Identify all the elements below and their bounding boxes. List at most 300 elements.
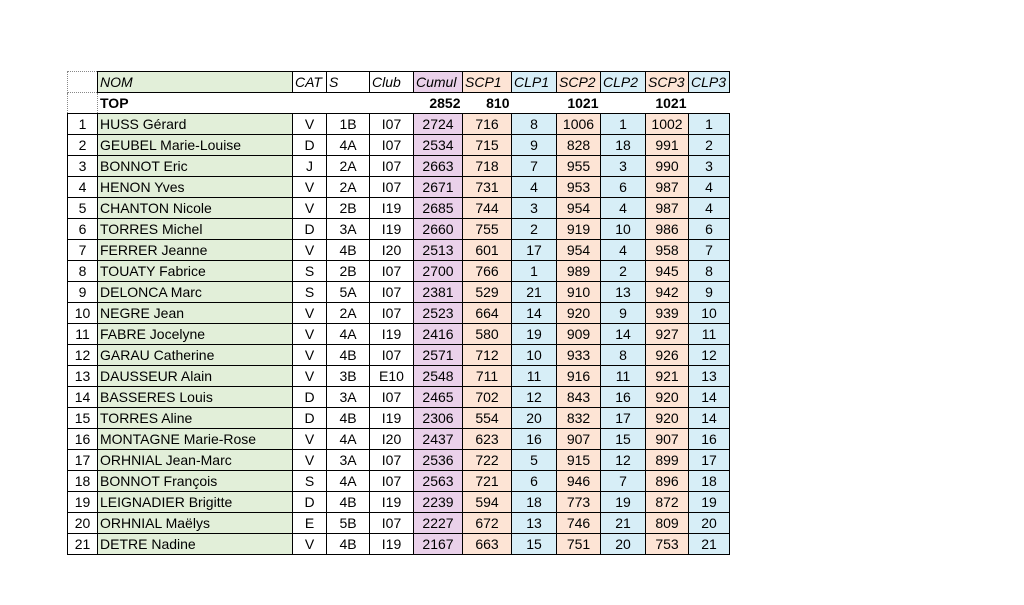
club-cell: I07 xyxy=(370,135,414,156)
scp1-cell: 716 xyxy=(463,114,512,135)
cumul-cell: 2663 xyxy=(414,156,463,177)
scp2-cell: 946 xyxy=(557,471,601,492)
clp1-cell: 13 xyxy=(512,513,557,534)
cumul-cell: 2700 xyxy=(414,261,463,282)
cumul-cell: 2513 xyxy=(414,240,463,261)
name-cell: DELONCA Marc xyxy=(98,282,293,303)
top-label: TOP xyxy=(100,95,129,111)
scp3-cell: 920 xyxy=(646,387,689,408)
cat-cell: V xyxy=(293,345,327,366)
s-cell: 5A xyxy=(327,282,370,303)
rank-cell: 3 xyxy=(68,156,98,177)
table-row xyxy=(68,261,730,282)
clp3-cell: 21 xyxy=(689,534,730,555)
clp1-cell: 11 xyxy=(512,366,557,387)
s-cell: 2A xyxy=(327,177,370,198)
scp3-cell: 921 xyxy=(646,366,689,387)
clp2-cell: 4 xyxy=(601,198,646,219)
cat-cell: V xyxy=(293,114,327,135)
clp3-cell: 17 xyxy=(689,450,730,471)
header-row xyxy=(68,72,730,93)
cumul-cell: 2724 xyxy=(414,114,463,135)
scp1-cell: 664 xyxy=(463,303,512,324)
clp3-cell: 18 xyxy=(689,471,730,492)
clp2-cell: 8 xyxy=(601,345,646,366)
scp3-cell: 753 xyxy=(646,534,689,555)
clp2-cell: 15 xyxy=(601,429,646,450)
header-nom: NOM xyxy=(98,72,293,93)
s-cell: 4A xyxy=(327,135,370,156)
rank-cell: 6 xyxy=(68,219,98,240)
clp2-cell: 17 xyxy=(601,408,646,429)
scp1-cell: 554 xyxy=(463,408,512,429)
name-cell: HUSS Gérard xyxy=(98,114,293,135)
clp1-cell: 17 xyxy=(512,240,557,261)
cat-cell: S xyxy=(293,471,327,492)
name-cell: TORRES Aline xyxy=(98,408,293,429)
s-cell: 3A xyxy=(327,387,370,408)
scp2-cell: 916 xyxy=(557,366,601,387)
cat-cell: D xyxy=(293,219,327,240)
cat-cell: D xyxy=(293,135,327,156)
clp1-cell: 5 xyxy=(512,450,557,471)
header-clp3: CLP3 xyxy=(689,72,730,93)
cumul-cell: 2306 xyxy=(414,408,463,429)
clp1-cell: 20 xyxy=(512,408,557,429)
table-row xyxy=(68,471,730,492)
cumul-cell: 2437 xyxy=(414,429,463,450)
table-row xyxy=(68,513,730,534)
scp2-cell: 751 xyxy=(557,534,601,555)
name-cell: NEGRE Jean xyxy=(98,303,293,324)
scp1-cell: 712 xyxy=(463,345,512,366)
scp3-cell: 907 xyxy=(646,429,689,450)
clp1-cell: 10 xyxy=(512,345,557,366)
rank-cell: 4 xyxy=(68,177,98,198)
scp2-cell: 828 xyxy=(557,135,601,156)
clp3-cell: 10 xyxy=(689,303,730,324)
clp3-cell: 20 xyxy=(689,513,730,534)
top-empty-clp3 xyxy=(689,93,730,114)
name-cell: TORRES Michel xyxy=(98,219,293,240)
s-cell: 4B xyxy=(327,345,370,366)
top-cumul: 2852 xyxy=(429,95,461,111)
rank-cell: 21 xyxy=(68,534,98,555)
scp1-cell: 718 xyxy=(463,156,512,177)
s-cell: 4B xyxy=(327,492,370,513)
clp3-cell: 7 xyxy=(689,240,730,261)
name-cell: ORHNIAL Jean-Marc xyxy=(98,450,293,471)
rank-cell: 16 xyxy=(68,429,98,450)
club-cell: E10 xyxy=(370,366,414,387)
cumul-cell: 2167 xyxy=(414,534,463,555)
cat-cell: S xyxy=(293,261,327,282)
club-cell: I07 xyxy=(370,513,414,534)
s-cell: 3B xyxy=(327,366,370,387)
rank-cell: 20 xyxy=(68,513,98,534)
scp3-cell: 926 xyxy=(646,345,689,366)
club-cell: I20 xyxy=(370,429,414,450)
cat-cell: V xyxy=(293,366,327,387)
clp3-cell: 14 xyxy=(689,408,730,429)
name-cell: TOUATY Fabrice xyxy=(98,261,293,282)
scp2-cell: 843 xyxy=(557,387,601,408)
rank-cell: 18 xyxy=(68,471,98,492)
scp2-cell: 955 xyxy=(557,156,601,177)
rank-cell: 9 xyxy=(68,282,98,303)
club-cell: I19 xyxy=(370,534,414,555)
scp1-cell: 580 xyxy=(463,324,512,345)
s-cell: 2B xyxy=(327,261,370,282)
scp3-cell: 920 xyxy=(646,408,689,429)
clp1-cell: 21 xyxy=(512,282,557,303)
scp3-cell: 987 xyxy=(646,198,689,219)
name-cell: HENON Yves xyxy=(98,177,293,198)
clp2-cell: 7 xyxy=(601,471,646,492)
s-cell: 2A xyxy=(327,303,370,324)
scp3-cell: 872 xyxy=(646,492,689,513)
scp1-cell: 731 xyxy=(463,177,512,198)
scp1-cell: 594 xyxy=(463,492,512,513)
clp3-cell: 16 xyxy=(689,429,730,450)
scp2-cell: 954 xyxy=(557,198,601,219)
cat-cell: V xyxy=(293,450,327,471)
name-cell: BASSERES Louis xyxy=(98,387,293,408)
cumul-cell: 2536 xyxy=(414,450,463,471)
s-cell: 4A xyxy=(327,324,370,345)
clp1-cell: 14 xyxy=(512,303,557,324)
rank-cell: 5 xyxy=(68,198,98,219)
rank-cell: 13 xyxy=(68,366,98,387)
clp2-cell: 6 xyxy=(601,177,646,198)
scp2-cell: 907 xyxy=(557,429,601,450)
clp3-cell: 1 xyxy=(689,114,730,135)
s-cell: 4A xyxy=(327,471,370,492)
cumul-cell: 2523 xyxy=(414,303,463,324)
scp1-cell: 529 xyxy=(463,282,512,303)
name-cell: MONTAGNE Marie-Rose xyxy=(98,429,293,450)
name-cell: FERRER Jeanne xyxy=(98,240,293,261)
s-cell: 2A xyxy=(327,156,370,177)
clp2-cell: 18 xyxy=(601,135,646,156)
cumul-cell: 2227 xyxy=(414,513,463,534)
s-cell: 3A xyxy=(327,219,370,240)
name-cell: FABRE Jocelyne xyxy=(98,324,293,345)
scp2-cell: 773 xyxy=(557,492,601,513)
scp2-cell: 832 xyxy=(557,408,601,429)
top-empty-club xyxy=(370,93,414,114)
name-cell: ORHNIAL Maëlys xyxy=(98,513,293,534)
clp3-cell: 12 xyxy=(689,345,730,366)
club-cell: I07 xyxy=(370,177,414,198)
s-cell: 2B xyxy=(327,198,370,219)
cumul-cell: 2534 xyxy=(414,135,463,156)
corner-cell xyxy=(68,72,98,93)
header-cumul: Cumul xyxy=(414,72,463,93)
cumul-cell: 2381 xyxy=(414,282,463,303)
scp2-cell: 954 xyxy=(557,240,601,261)
scp3-cell: 958 xyxy=(646,240,689,261)
club-cell: I07 xyxy=(370,114,414,135)
table-row xyxy=(68,534,730,555)
table-row xyxy=(68,492,730,513)
table-row xyxy=(68,240,730,261)
scp3-cell: 896 xyxy=(646,471,689,492)
header-scp3: SCP3 xyxy=(646,72,689,93)
cumul-cell: 2563 xyxy=(414,471,463,492)
table-row xyxy=(68,450,730,471)
clp3-cell: 4 xyxy=(689,177,730,198)
cat-cell: V xyxy=(293,198,327,219)
clp2-cell: 12 xyxy=(601,450,646,471)
header-cat: CAT xyxy=(293,72,327,93)
clp2-cell: 16 xyxy=(601,387,646,408)
rank-cell: 19 xyxy=(68,492,98,513)
clp2-cell: 1 xyxy=(601,114,646,135)
rank-cell: 10 xyxy=(68,303,98,324)
table-row xyxy=(68,408,730,429)
clp3-cell: 13 xyxy=(689,366,730,387)
club-cell: I07 xyxy=(370,303,414,324)
clp1-cell: 4 xyxy=(512,177,557,198)
cat-cell: D xyxy=(293,492,327,513)
scp2-cell: 909 xyxy=(557,324,601,345)
header-scp1: SCP1 xyxy=(463,72,512,93)
clp3-cell: 8 xyxy=(689,261,730,282)
header-clp2: CLP2 xyxy=(601,72,646,93)
table-row xyxy=(68,366,730,387)
s-cell: 4A xyxy=(327,429,370,450)
s-cell: 4B xyxy=(327,534,370,555)
clp2-cell: 20 xyxy=(601,534,646,555)
results-table xyxy=(67,71,730,555)
cat-cell: V xyxy=(293,177,327,198)
rank-cell: 2 xyxy=(68,135,98,156)
header-scp2: SCP2 xyxy=(557,72,601,93)
clp1-cell: 3 xyxy=(512,198,557,219)
cat-cell: E xyxy=(293,513,327,534)
rank-cell: 1 xyxy=(68,114,98,135)
scp1-cell: 744 xyxy=(463,198,512,219)
scp1-cell: 766 xyxy=(463,261,512,282)
club-cell: I07 xyxy=(370,345,414,366)
clp2-cell: 13 xyxy=(601,282,646,303)
scp1-cell: 711 xyxy=(463,366,512,387)
header-clp1: CLP1 xyxy=(512,72,557,93)
s-cell: 3A xyxy=(327,450,370,471)
cumul-cell: 2571 xyxy=(414,345,463,366)
cumul-cell: 2548 xyxy=(414,366,463,387)
scp1-cell: 601 xyxy=(463,240,512,261)
table-row xyxy=(68,114,730,135)
table-row xyxy=(68,345,730,366)
clp3-cell: 14 xyxy=(689,387,730,408)
s-cell: 4B xyxy=(327,408,370,429)
club-cell: I07 xyxy=(370,450,414,471)
cat-cell: V xyxy=(293,429,327,450)
scp1-cell: 672 xyxy=(463,513,512,534)
club-cell: I07 xyxy=(370,471,414,492)
clp3-cell: 2 xyxy=(689,135,730,156)
scp2-cell: 919 xyxy=(557,219,601,240)
scp1-cell: 663 xyxy=(463,534,512,555)
rank-cell: 7 xyxy=(68,240,98,261)
club-cell: I07 xyxy=(370,156,414,177)
clp2-cell: 21 xyxy=(601,513,646,534)
header-club: Club xyxy=(370,72,414,93)
table-row xyxy=(68,198,730,219)
scp3-cell: 986 xyxy=(646,219,689,240)
scp2-cell: 1006 xyxy=(557,114,601,135)
cat-cell: V xyxy=(293,534,327,555)
scp2-cell: 910 xyxy=(557,282,601,303)
club-cell: I19 xyxy=(370,492,414,513)
clp2-cell: 19 xyxy=(601,492,646,513)
clp1-cell: 7 xyxy=(512,156,557,177)
club-cell: I19 xyxy=(370,408,414,429)
clp2-cell: 11 xyxy=(601,366,646,387)
rank-cell: 15 xyxy=(68,408,98,429)
scp1-cell: 715 xyxy=(463,135,512,156)
top-row xyxy=(68,93,730,114)
cat-cell: D xyxy=(293,387,327,408)
cat-cell: V xyxy=(293,324,327,345)
clp1-cell: 6 xyxy=(512,471,557,492)
clp1-cell: 2 xyxy=(512,219,557,240)
table-row xyxy=(68,324,730,345)
scp1-cell: 702 xyxy=(463,387,512,408)
name-cell: GARAU Catherine xyxy=(98,345,293,366)
s-cell: 4B xyxy=(327,240,370,261)
top-empty-cat xyxy=(293,93,327,114)
cumul-cell: 2660 xyxy=(414,219,463,240)
clp1-cell: 1 xyxy=(512,261,557,282)
clp1-cell: 19 xyxy=(512,324,557,345)
top-empty-s xyxy=(327,93,370,114)
name-cell: LEIGNADIER Brigitte xyxy=(98,492,293,513)
rank-cell: 14 xyxy=(68,387,98,408)
scp1-cell: 755 xyxy=(463,219,512,240)
s-cell: 1B xyxy=(327,114,370,135)
scp3-cell: 987 xyxy=(646,177,689,198)
table-row xyxy=(68,303,730,324)
clp1-cell: 8 xyxy=(512,114,557,135)
club-cell: I07 xyxy=(370,282,414,303)
cumul-cell: 2416 xyxy=(414,324,463,345)
scp3-cell: 991 xyxy=(646,135,689,156)
scp3-cell: 1002 xyxy=(646,114,689,135)
scp3-cell: 899 xyxy=(646,450,689,471)
clp1-cell: 18 xyxy=(512,492,557,513)
rank-cell: 11 xyxy=(68,324,98,345)
clp2-cell: 3 xyxy=(601,156,646,177)
cumul-cell: 2239 xyxy=(414,492,463,513)
name-cell: BONNOT Eric xyxy=(98,156,293,177)
scp2-cell: 933 xyxy=(557,345,601,366)
cat-cell: S xyxy=(293,282,327,303)
top-empty-clp1 xyxy=(512,93,557,114)
table-row xyxy=(68,282,730,303)
scp2-cell: 920 xyxy=(557,303,601,324)
club-cell: I07 xyxy=(370,387,414,408)
clp3-cell: 6 xyxy=(689,219,730,240)
clp3-cell: 11 xyxy=(689,324,730,345)
clp2-cell: 2 xyxy=(601,261,646,282)
clp1-cell: 16 xyxy=(512,429,557,450)
table-row xyxy=(68,429,730,450)
scp3-cell: 942 xyxy=(646,282,689,303)
club-cell: I19 xyxy=(370,219,414,240)
rank-cell: 12 xyxy=(68,345,98,366)
clp1-cell: 9 xyxy=(512,135,557,156)
scp3-cell: 990 xyxy=(646,156,689,177)
scp3-cell: 939 xyxy=(646,303,689,324)
name-cell: GEUBEL Marie-Louise xyxy=(98,135,293,156)
cat-cell: J xyxy=(293,156,327,177)
clp2-cell: 9 xyxy=(601,303,646,324)
club-cell: I20 xyxy=(370,240,414,261)
top-scp3: 1021 xyxy=(655,95,687,111)
top-corner-cell xyxy=(68,93,98,114)
scp3-cell: 945 xyxy=(646,261,689,282)
cumul-cell: 2671 xyxy=(414,177,463,198)
clp1-cell: 12 xyxy=(512,387,557,408)
club-cell: I19 xyxy=(370,324,414,345)
clp2-cell: 14 xyxy=(601,324,646,345)
rank-cell: 17 xyxy=(68,450,98,471)
name-cell: DETRE Nadine xyxy=(98,534,293,555)
scp3-cell: 809 xyxy=(646,513,689,534)
top-scp2: 1021 xyxy=(567,95,599,111)
table-row xyxy=(68,219,730,240)
scp2-cell: 915 xyxy=(557,450,601,471)
scp2-cell: 746 xyxy=(557,513,601,534)
scp2-cell: 989 xyxy=(557,261,601,282)
scp1-cell: 722 xyxy=(463,450,512,471)
table-row xyxy=(68,135,730,156)
clp3-cell: 3 xyxy=(689,156,730,177)
clp2-cell: 4 xyxy=(601,240,646,261)
clp3-cell: 4 xyxy=(689,198,730,219)
top-scp1: 810 xyxy=(486,95,510,111)
table-row xyxy=(68,387,730,408)
header-s: S xyxy=(327,72,370,93)
scp1-cell: 623 xyxy=(463,429,512,450)
name-cell: BONNOT François xyxy=(98,471,293,492)
rank-cell: 8 xyxy=(68,261,98,282)
clp1-cell: 15 xyxy=(512,534,557,555)
cat-cell: V xyxy=(293,240,327,261)
clp3-cell: 9 xyxy=(689,282,730,303)
clp3-cell: 19 xyxy=(689,492,730,513)
name-cell: CHANTON Nicole xyxy=(98,198,293,219)
scp3-cell: 927 xyxy=(646,324,689,345)
scp2-cell: 953 xyxy=(557,177,601,198)
s-cell: 5B xyxy=(327,513,370,534)
cat-cell: D xyxy=(293,408,327,429)
table-row xyxy=(68,156,730,177)
cumul-cell: 2685 xyxy=(414,198,463,219)
cumul-cell: 2465 xyxy=(414,387,463,408)
club-cell: I19 xyxy=(370,198,414,219)
name-cell: DAUSSEUR Alain xyxy=(98,366,293,387)
scp1-cell: 721 xyxy=(463,471,512,492)
table-row xyxy=(68,177,730,198)
cat-cell: V xyxy=(293,303,327,324)
club-cell: I07 xyxy=(370,261,414,282)
clp2-cell: 10 xyxy=(601,219,646,240)
top-empty-clp2 xyxy=(601,93,646,114)
